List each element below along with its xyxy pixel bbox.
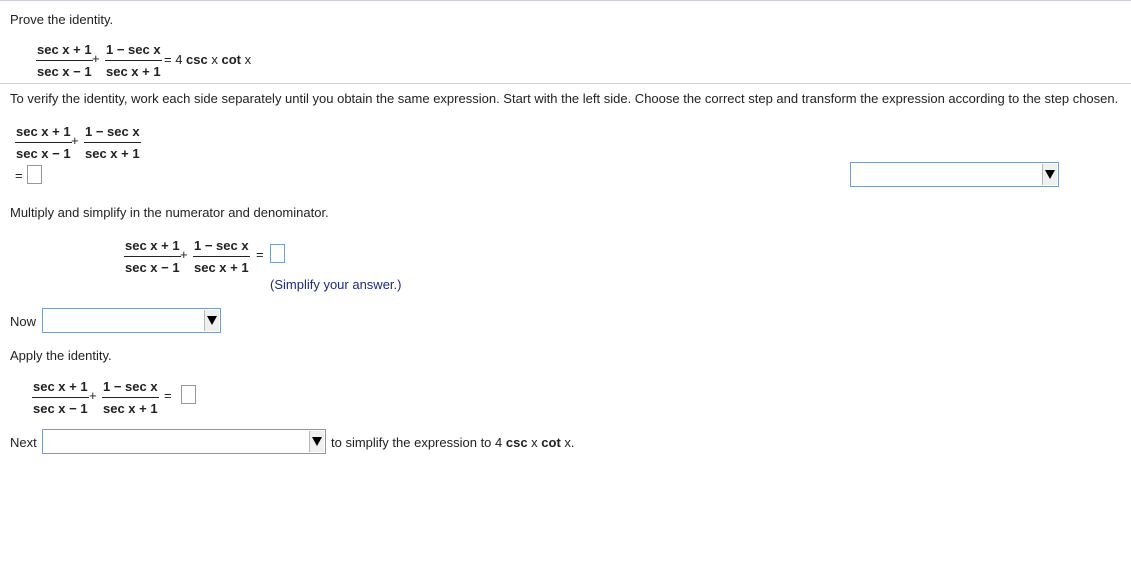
plus-sign: +: [89, 388, 97, 403]
denominator: sec x + 1: [85, 146, 140, 161]
identity-rhs: = 4 csc x cot x: [164, 52, 252, 67]
step2-answer-box[interactable]: [270, 244, 285, 263]
identity-fraction-1: [36, 42, 93, 79]
identity-fraction-2: [105, 42, 162, 79]
top-border: [0, 0, 1131, 1]
plus-sign: +: [180, 247, 188, 262]
next-label: Next: [10, 435, 37, 450]
step2-fraction-2: [193, 238, 250, 275]
step2-fraction-1: [124, 238, 181, 275]
denominator: sec x − 1: [37, 64, 92, 79]
plus-sign: +: [92, 51, 100, 66]
now-label: Now: [10, 314, 37, 329]
final-text: to simplify the expression to 4 csc x cot x.: [331, 435, 575, 450]
plus-sign: +: [71, 133, 79, 148]
denominator: sec x + 1: [103, 401, 158, 416]
numerator: 1 − sec x: [102, 379, 159, 398]
next-dropdown[interactable]: [42, 429, 326, 454]
denominator: sec x + 1: [106, 64, 161, 79]
equals-sign: =: [15, 168, 23, 183]
numerator: sec x + 1: [124, 238, 181, 257]
triangle-down-icon[interactable]: [1042, 164, 1057, 185]
step3-answer-box[interactable]: [181, 385, 196, 404]
numerator: sec x + 1: [36, 42, 93, 61]
denominator: sec x − 1: [33, 401, 88, 416]
triangle-down-icon[interactable]: [204, 310, 219, 331]
triangle-down-icon[interactable]: [309, 431, 324, 452]
denominator: sec x − 1: [125, 260, 180, 275]
step3-fraction-1: [32, 379, 89, 416]
numerator: 1 − sec x: [84, 124, 141, 143]
step1-answer-box[interactable]: [27, 165, 42, 184]
step3-text: Apply the identity.: [10, 348, 112, 363]
equals-sign: =: [256, 247, 264, 262]
simplify-hint: (Simplify your answer.): [270, 277, 402, 292]
denominator: sec x + 1: [194, 260, 249, 275]
denominator: sec x − 1: [16, 146, 71, 161]
step1-fraction-1: [15, 124, 72, 161]
step1-dropdown[interactable]: [850, 162, 1059, 187]
numerator: 1 − sec x: [105, 42, 162, 61]
numerator: sec x + 1: [32, 379, 89, 398]
step3-fraction-2: [102, 379, 159, 416]
step2-text: Multiply and simplify in the numerator and denominator.: [10, 205, 329, 220]
step1-fraction-2: [84, 124, 141, 161]
section-divider: [0, 83, 1131, 84]
instruction-text: To verify the identity, work each side separately until you obtain the same expression. Start with the left side. Choose the correct step and transform the expression according to the step chosen.: [10, 91, 1119, 106]
prompt-text: Prove the identity.: [10, 12, 114, 27]
numerator: 1 − sec x: [193, 238, 250, 257]
equals-sign: =: [164, 388, 172, 403]
now-dropdown[interactable]: [42, 308, 221, 333]
numerator: sec x + 1: [15, 124, 72, 143]
